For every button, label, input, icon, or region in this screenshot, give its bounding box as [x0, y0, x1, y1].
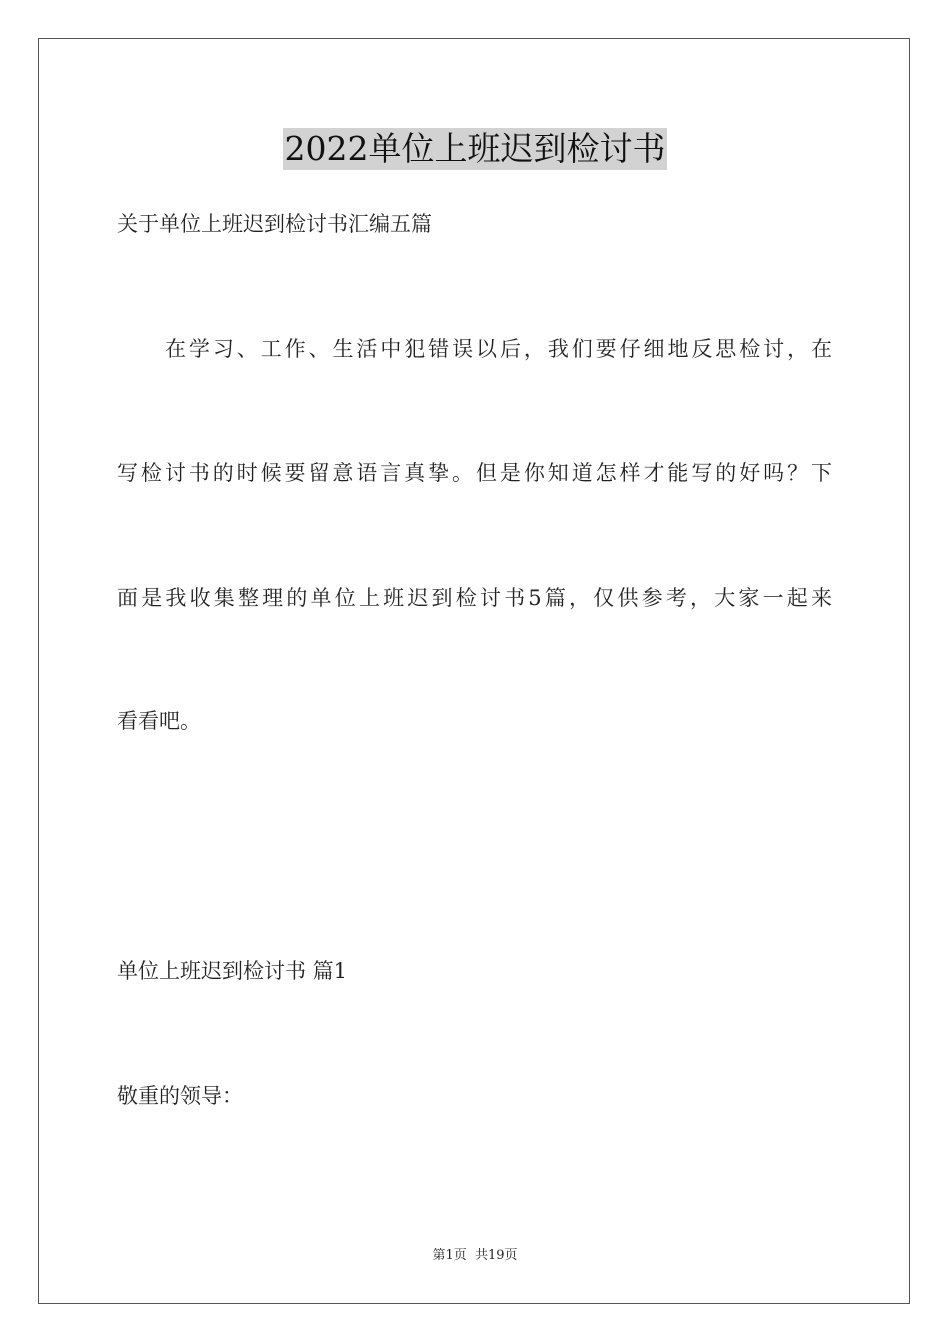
intro-line-1: 在学习、工作、生活中犯错误以后，我们要仔细地反思检讨，在	[165, 337, 832, 361]
document-title: 2022单位上班迟到检讨书	[284, 129, 666, 168]
section-heading: 单位上班迟到检讨书 篇1	[117, 959, 348, 983]
intro-line-2: 写检讨书的时候要留意语言真挚。但是你知道怎样才能写的好吗？下	[117, 461, 832, 485]
salutation: 敬重的领导：	[117, 1084, 243, 1108]
current-page-number: 第1页	[432, 1248, 467, 1263]
document-subtitle: 关于单位上班迟到检讨书汇编五篇	[117, 212, 432, 236]
page-footer	[0, 1247, 950, 1265]
title-container	[0, 128, 950, 170]
intro-line-4: 看看吧。	[117, 709, 201, 733]
total-pages: 共19页	[474, 1248, 518, 1263]
intro-line-3: 面是我收集整理的单位上班迟到检讨书5篇，仅供参考，大家一起来	[117, 586, 832, 610]
